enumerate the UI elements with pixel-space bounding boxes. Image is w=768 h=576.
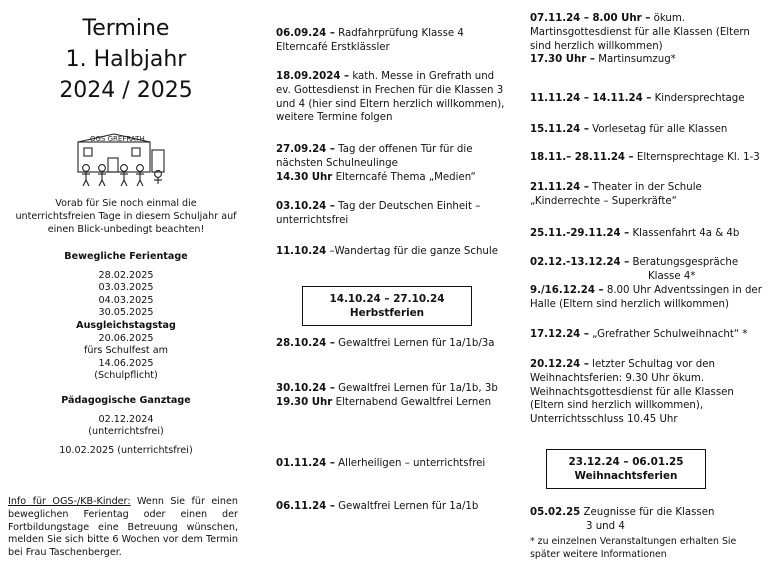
weihnachtsferien-label: Weihnachtsferien <box>574 470 678 482</box>
bewegliche-heading: Bewegliche Ferientage <box>64 251 188 262</box>
event-date: 28.10.24 – <box>276 338 335 349</box>
event-text: Elternsprechtage Kl. 1-3 <box>633 152 760 163</box>
event-entry <box>276 70 506 125</box>
event-time: 14.30 Uhr <box>276 171 333 183</box>
event-text: 8.00 Uhr Adventssingen in der Halle (Eltern sind herzlich willkommen) <box>530 285 762 310</box>
title-line: 2024 / 2025 <box>59 78 193 103</box>
event-text: Beratungsgespräche <box>629 257 739 268</box>
event-entry <box>530 506 768 534</box>
event-date: 21.11.24 – <box>530 182 589 193</box>
herbstferien-label: Herbstferien <box>349 307 425 319</box>
herbstferien-box <box>302 286 472 326</box>
event-time: 19.30 Uhr <box>276 396 333 408</box>
school-logo-drawing <box>72 128 170 190</box>
event-text: Theater in der Schule „Kinderrechte – Superkräfte“ <box>530 182 702 207</box>
ausgleich-heading: Ausgleichstagstag <box>76 319 176 331</box>
page-title <box>0 13 252 106</box>
event-date: 11.10.24 <box>276 246 327 257</box>
event-text: Martinsumzug* <box>594 54 676 66</box>
event-entry <box>530 256 768 284</box>
event-text: Allerheiligen – unterrichtsfrei <box>334 458 486 469</box>
event-text: –Wandertag für die ganze Schule <box>326 246 498 257</box>
event-date: 01.11.24 – <box>276 458 335 469</box>
event-text: Klasse 4* <box>648 270 696 282</box>
ausgleich-line: fürs Schulfest am <box>84 345 168 357</box>
event-date: 03.10.24 – <box>276 201 335 212</box>
event-entry <box>276 27 506 55</box>
event-entry <box>276 245 506 259</box>
event-date: 27.09.24 – <box>276 144 335 155</box>
event-entry <box>530 12 768 67</box>
event-date: 06.11.24 – <box>276 501 335 512</box>
event-entry <box>276 457 506 471</box>
event-text: Gewaltfrei Lernen für 1a/1b, 3b <box>334 383 498 394</box>
event-date: 05.02.25 <box>530 507 581 518</box>
ganztage-line: 10.02.2025 (unterrichtsfrei) <box>59 444 193 456</box>
free-day-date: 30.05.2025 <box>98 307 154 319</box>
event-entry <box>530 284 768 312</box>
title-line: Termine <box>82 16 170 41</box>
ganztage-line: (unterrichtsfrei) <box>88 426 164 438</box>
ogs-info-text: Wenn Sie für einen beweglichen Ferientag oder einen der Fortbildungstage eine Betreuung wünschen, melden Sie sich bitte 6 Wochen vor dem Termin bei Frau Taschenberger. <box>8 496 238 559</box>
event-entry <box>276 337 506 351</box>
ogs-info <box>0 496 252 560</box>
event-date: 25.11.-29.11.24 – <box>530 228 630 239</box>
event-text: Kindersprechtage <box>651 93 745 104</box>
event-entry <box>530 328 768 342</box>
event-text: Klassenfahrt 4a & 4b <box>629 228 740 239</box>
free-day-date: 28.02.2025 <box>98 269 154 281</box>
ausgleich-line: (Schulpflicht) <box>94 370 158 382</box>
free-days-list <box>0 251 252 457</box>
event-entry <box>530 181 768 209</box>
footnote: * zu einzelnen Veranstaltungen erhalten Sie später weitere Informationen <box>530 536 737 560</box>
event-entry <box>276 500 506 514</box>
event-text: Radfahrprüfung Klasse 4 Elterncafé Erstklässler <box>276 28 464 53</box>
event-text: 3 und 4 <box>586 520 625 532</box>
ganztage-line: 02.12.2024 <box>98 413 154 425</box>
left-column <box>0 0 252 559</box>
event-date: 18.11.– 28.11.24 – <box>530 152 634 163</box>
weihnachtsferien-dates: 23.12.24 – 06.01.25 <box>568 456 684 468</box>
event-text: kath. Messe in Grefrath und ev. Gottesdienst in Frechen für die Klassen 3 und 4 (hier sind Eltern herzlich willkommen), weitere Termine folgen <box>276 71 505 124</box>
title-line: 1. Halbjahr <box>65 47 187 72</box>
ogs-info-label: Info für OGS-/KB-Kinder: <box>8 496 131 507</box>
event-date: 11.11.24 – 14.11.24 – <box>530 93 652 104</box>
event-entry <box>530 123 768 137</box>
event-date: 20.12.24 – <box>530 359 589 370</box>
event-date: 9./16.12.24 – <box>530 285 604 296</box>
event-date: 17.12.24 – <box>530 329 589 340</box>
event-text: Tag der Deutschen Einheit – unterrichtsfrei <box>276 201 481 226</box>
event-date: 18.09.2024 – <box>276 71 350 82</box>
event-text: Tag der offenen Tür für die nächsten Schulneulinge <box>276 144 473 169</box>
event-text: Zeugnisse für die Klassen <box>580 507 715 518</box>
ausgleich-line: 20.06.2025 <box>98 332 154 344</box>
event-date: 15.11.24 – <box>530 124 589 135</box>
ausgleich-line: 14.06.2025 <box>98 357 154 369</box>
ganztage-heading: Pädagogische Ganztage <box>61 394 191 406</box>
event-entry <box>530 151 768 165</box>
event-text: „Grefrather Schulweihnacht“ * <box>588 329 748 340</box>
event-text: Gewaltfrei Lernen für 1a/1b/3a <box>334 338 495 349</box>
event-time: 17.30 Uhr – <box>530 54 595 66</box>
free-day-date: 03.03.2025 <box>98 282 154 294</box>
weihnachtsferien-box <box>546 449 706 489</box>
event-entry <box>276 200 506 228</box>
event-text: letzter Schultag vor den Weihnachtsferien: 9.30 Uhr ökum. Weihnachtsgottesdienst für alle Klassen (Eltern sind herzlich willkommen), Unterrichtsschluss 10.45 Uhr <box>530 359 734 426</box>
event-date: 30.10.24 – <box>276 383 335 394</box>
event-text: Elternabend Gewaltfrei Lernen <box>332 396 492 408</box>
event-entry <box>530 358 768 427</box>
event-text: Vorlesetag für alle Klassen <box>588 124 728 135</box>
free-day-date: 04.03.2025 <box>98 294 154 306</box>
herbstferien-dates: 14.10.24 – 27.10.24 <box>329 293 445 305</box>
logo-text: OGS GREFRATH <box>90 135 145 143</box>
event-date: 06.09.24 – <box>276 28 335 39</box>
event-text: Gewaltfrei Lernen für 1a/1b <box>334 501 479 512</box>
event-text: ökum. Martinsgottesdienst für alle Klassen (Eltern sind herzlich willkommen) <box>530 13 750 52</box>
event-entry <box>530 227 768 241</box>
event-entry <box>276 143 506 184</box>
event-date: 02.12.-13.12.24 – <box>530 257 630 268</box>
event-date: 07.11.24 – 8.00 Uhr – <box>530 13 651 24</box>
event-text: Elterncafé Thema „Medien“ <box>332 171 476 183</box>
event-entry <box>276 382 506 410</box>
intro-text: Vorab für Sie noch einmal die unterrichtsfreien Tage in diesem Schuljahr auf einen Blick-unbedingt beachten! <box>15 198 237 235</box>
event-entry <box>530 92 768 106</box>
